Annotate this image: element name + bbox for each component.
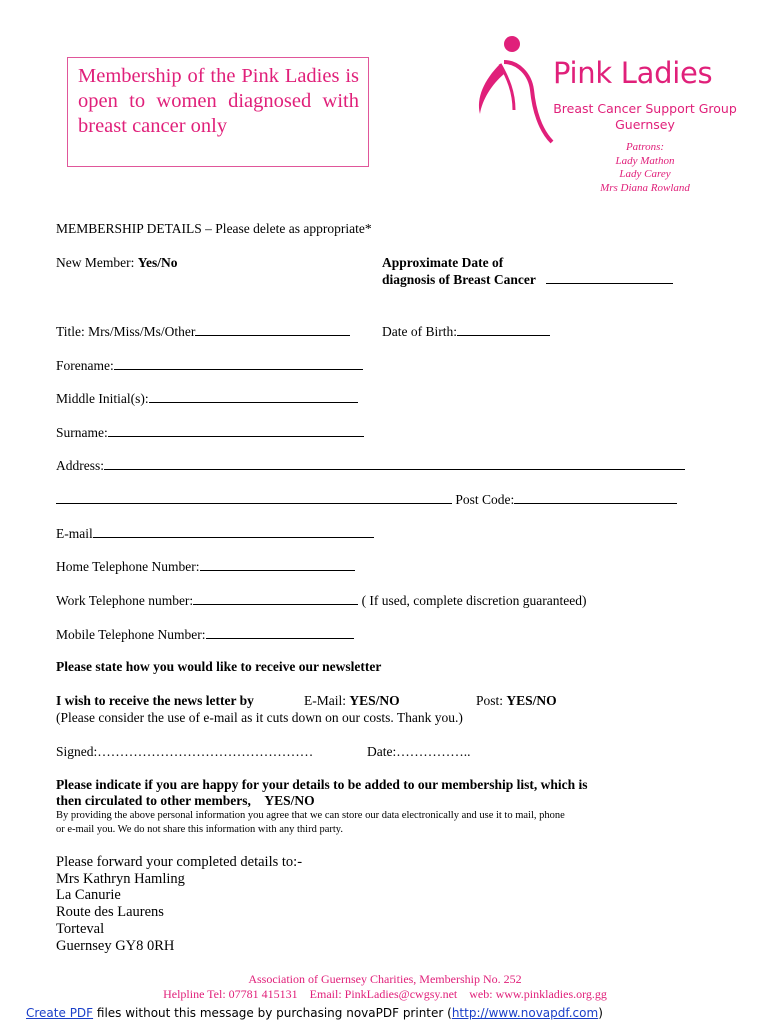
middle-initial-label: Middle Initial(s):	[56, 391, 149, 406]
dob-field[interactable]	[457, 323, 550, 336]
logo-title: Pink Ladies	[553, 56, 713, 90]
patrons-list	[560, 141, 730, 195]
footer-contact-line	[0, 987, 770, 1002]
surname-label: Surname:	[56, 425, 108, 440]
forename-field[interactable]	[114, 357, 363, 370]
new-member-options[interactable]: Yes/No	[137, 255, 178, 270]
newsletter-email-choice[interactable]: YES/NO	[349, 693, 400, 708]
newsletter-post-option	[476, 693, 557, 709]
address-postcode-row	[56, 491, 677, 508]
diagnosis-label-line-2: diagnosis of Breast Cancer	[382, 271, 673, 288]
diagnosis-date-label	[382, 255, 673, 288]
address-line: Torteval	[56, 920, 105, 937]
address-line: Guernsey GY8 0RH	[56, 937, 175, 954]
footer-helpline: Helpline Tel: 07781 415131	[163, 987, 298, 1001]
patron-name: Lady Carey	[619, 168, 671, 180]
email-field[interactable]	[93, 525, 374, 538]
address-row	[56, 457, 685, 474]
address-line: Route des Laurens	[56, 904, 164, 921]
forward-heading: Please forward your completed details to:-	[56, 854, 303, 870]
title-row	[56, 323, 350, 340]
membership-list-line-2: then circulated to other members, YES/NO	[56, 793, 315, 808]
new-member-row	[56, 255, 177, 271]
patron-name: Mrs Diana Rowland	[600, 181, 690, 194]
newsletter-post-choice[interactable]: YES/NO	[506, 693, 557, 708]
membership-details-heading: MEMBERSHIP DETAILS – Please delete as appropriate*	[56, 221, 372, 236]
email-label: E-mail	[56, 526, 93, 541]
novapdf-url-link[interactable]: http://www.novapdf.com	[451, 1006, 599, 1020]
signed-field[interactable]: Signed:…………………………………………	[56, 744, 314, 759]
novapdf-message	[26, 1006, 603, 1020]
logo-subtitle-line-2: Guernsey	[615, 117, 675, 132]
newsletter-post-label: Post:	[476, 693, 507, 708]
address-line: Mrs Kathryn Hamling	[56, 870, 185, 887]
work-telephone-row	[56, 592, 586, 609]
novapdf-close-paren: )	[598, 1006, 603, 1020]
home-telephone-label: Home Telephone Number:	[56, 559, 200, 574]
date-field[interactable]: Date:……………..	[367, 744, 471, 759]
membership-list-question	[56, 777, 588, 809]
novapdf-text: files without this message by purchasing novaPDF printer (	[93, 1006, 452, 1020]
membership-list-line-1: Please indicate if you are happy for your details to be added to our membership list, which is	[56, 777, 588, 792]
newsletter-note: (Please consider the use of e-mail as it cuts down on our costs. Thank you.)	[56, 710, 463, 725]
dob-label: Date of Birth:	[382, 324, 457, 339]
newsletter-heading: Please state how you would like to receive our newsletter	[56, 659, 382, 674]
middle-initial-row	[56, 390, 358, 407]
mobile-telephone-label: Mobile Telephone Number:	[56, 627, 206, 642]
address-label: Address:	[56, 458, 104, 473]
work-telephone-label: Work Telephone number:	[56, 593, 194, 608]
newsletter-email-option	[304, 693, 400, 709]
work-telephone-field[interactable]	[193, 592, 358, 605]
postcode-field[interactable]	[514, 491, 677, 504]
newsletter-preference-row	[56, 693, 254, 709]
dob-row	[382, 323, 550, 340]
newsletter-wish-label: I wish to receive the news letter by	[56, 693, 254, 708]
diagnosis-label-line-1: Approximate Date of	[382, 255, 504, 270]
forename-label: Forename:	[56, 358, 114, 373]
title-field[interactable]	[195, 323, 350, 336]
patron-name: Lady Mathon	[615, 154, 675, 167]
title-label: Title: Mrs/Miss/Ms/Other	[56, 324, 196, 339]
middle-initial-field[interactable]	[149, 390, 358, 403]
create-pdf-link[interactable]: Create PDF	[26, 1006, 94, 1020]
footer-email: Email: PinkLadies@cwgsy.net	[309, 987, 458, 1001]
diagnosis-date-field[interactable]	[546, 271, 673, 284]
address-line: La Canurie	[56, 887, 121, 904]
privacy-statement	[56, 809, 565, 836]
footer-web: web: www.pinkladies.org.gg	[469, 987, 607, 1001]
newsletter-email-label: E-Mail:	[304, 693, 350, 708]
membership-list-choice[interactable]: YES/NO	[264, 793, 315, 808]
surname-row	[56, 424, 364, 441]
patrons-label: Patrons:	[625, 141, 665, 153]
address-field[interactable]	[104, 457, 685, 470]
membership-notice: Membership of the Pink Ladies is open to women diagnosed with breast cancer only	[67, 57, 369, 167]
privacy-line-2: or e-mail you. We do not share this information with any third party.	[56, 823, 343, 835]
home-telephone-field[interactable]	[200, 558, 355, 571]
email-row	[56, 525, 374, 542]
surname-field[interactable]	[108, 424, 364, 437]
footer-charity-line: Association of Guernsey Charities, Membership No. 252	[248, 972, 522, 986]
new-member-label: New Member:	[56, 255, 138, 270]
privacy-line-1: By providing the above personal information you agree that we can store our data electronically and use it to mail, phone	[56, 810, 565, 821]
logo-subtitle	[540, 101, 750, 133]
mobile-telephone-field[interactable]	[206, 626, 354, 639]
forename-row	[56, 357, 363, 374]
work-telephone-note: ( If used, complete discretion guaranteed)	[358, 593, 587, 608]
forward-address-block	[56, 854, 302, 954]
address-line-2-field[interactable]	[56, 491, 452, 504]
logo-subtitle-line-1: Breast Cancer Support Group	[553, 101, 737, 116]
mobile-telephone-row	[56, 626, 354, 643]
postcode-label: Post Code:	[452, 492, 515, 507]
home-telephone-row	[56, 558, 355, 575]
